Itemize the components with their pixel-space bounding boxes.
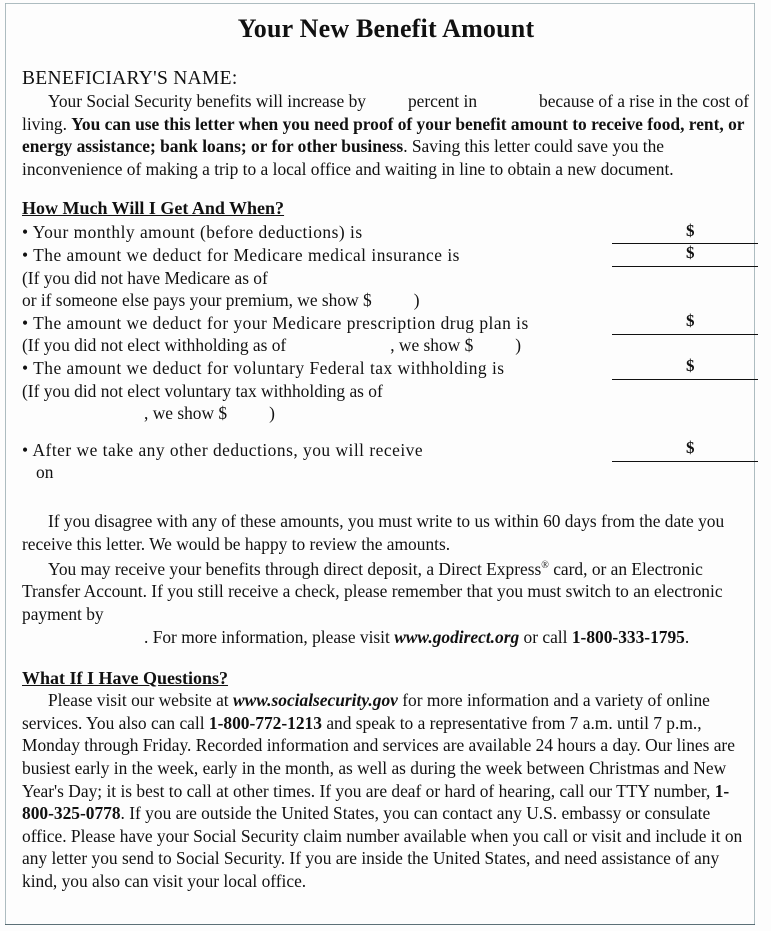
godirect-website-link[interactable]: www.godirect.org	[394, 626, 520, 647]
amount-row-drug-plan	[22, 312, 750, 335]
document-content	[22, 0, 750, 931]
intro-text-2: percent in	[407, 91, 478, 111]
amount-row-monthly	[22, 221, 750, 244]
amount-row-after-deductions-label: • After we take any other deductions, you will receive	[22, 439, 424, 460]
scan-border-left	[5, 3, 6, 925]
note-medicare-text-a: (If you did not have Medicare as of	[22, 267, 268, 288]
amounts-block	[22, 221, 750, 484]
disagree-paragraph	[22, 510, 750, 555]
note-voluntary-text-a: (If you did not elect voluntary tax withholding as of	[22, 380, 383, 401]
amount-row-monthly-label: • Your monthly amount (before deductions) is	[22, 222, 363, 243]
amount-row-medicare-medical	[22, 244, 750, 267]
currency-symbol: $	[686, 243, 695, 263]
questions-text-1: Please visit our website at	[48, 690, 229, 711]
note-withholding-text-a: (If you did not elect withholding as of	[22, 335, 287, 356]
note-withholding-line1	[22, 334, 750, 357]
after-deductions-date-line	[22, 461, 750, 484]
questions-text-4: . If you are outside the United States, you can contact any U.S. embassy or consulate office. Please have your Social Security claim number available when you call or visit and include it on any letter you send to Social Security. If you are inside the United States, and need assistance of any kind, you also can visit your local office.	[22, 803, 743, 892]
payment-text-4: or call	[523, 626, 568, 647]
tty-phone-number[interactable]: 1-800-325-0778	[22, 780, 730, 824]
note-voluntary-text-c: )	[269, 403, 275, 424]
currency-symbol: $	[686, 438, 695, 458]
questions-text-2: for more information and a variety of online services. You also can call	[22, 690, 710, 733]
amount-row-federal-tax	[22, 357, 750, 380]
note-medicare-text-c: )	[413, 290, 420, 311]
page-title: Your New Benefit Amount	[237, 14, 535, 43]
currency-symbol: $	[686, 311, 695, 331]
section-heading-questions: What If I Have Questions?	[22, 668, 229, 689]
note-voluntary-line1	[22, 380, 750, 403]
socialsecurity-website-link[interactable]: www.socialsecurity.gov	[233, 690, 398, 711]
payment-text-5: .	[684, 626, 690, 647]
currency-symbol: $	[686, 356, 695, 376]
amount-field-drug-plan[interactable]	[612, 312, 758, 335]
amount-field-monthly[interactable]	[612, 221, 758, 244]
note-withholding-text-c: )	[515, 335, 522, 356]
section-heading-how-much: How Much Will I Get And When?	[22, 198, 285, 219]
payment-text-2: card, or an Electronic Transfer Account. If you still receive a check, please remember that you must switch to an electronic payment by	[22, 558, 723, 625]
amount-field-federal-tax[interactable]	[612, 357, 758, 380]
beneficiary-name-label: BENEFICIARY'S NAME:	[22, 68, 238, 89]
amount-row-federal-tax-label: • The amount we deduct for voluntary Federal tax withholding is	[22, 357, 505, 378]
ssa-phone-number[interactable]: 1-800-772-1213	[208, 712, 322, 733]
currency-symbol: $	[686, 220, 695, 240]
intro-text-3: because of a rise in the cost of living.	[22, 91, 750, 134]
note-medicare-line1	[22, 267, 750, 290]
payment-paragraph	[22, 555, 750, 648]
intro-paragraph	[22, 90, 750, 180]
amount-row-drug-plan-label: • The amount we deduct for your Medicare prescription drug plan is	[22, 312, 529, 333]
amount-field-medicare-medical[interactable]	[612, 244, 758, 267]
amount-row-medicare-medical-label: • The amount we deduct for Medicare medical insurance is	[22, 244, 460, 265]
note-medicare-line2	[22, 289, 750, 312]
intro-text-4: . Saving this letter could save you the inconvenience of making a trip to a local office and waiting in line to obtain a new document.	[22, 136, 674, 179]
scan-border-right	[754, 3, 755, 925]
note-voluntary-text-b: , we show $	[144, 403, 228, 424]
disagree-text: If you disagree with any of these amounts, you must write to us within 60 days from the date you receive this letter. We would be happy to review the amounts.	[22, 510, 725, 554]
note-voluntary-line2	[22, 402, 750, 425]
godirect-phone-number[interactable]: 1-800-333-1795	[571, 626, 685, 647]
payment-text-1: You may receive your benefits through direct deposit, a Direct Express	[48, 558, 542, 579]
payment-text-3: . For more information, please visit	[144, 626, 390, 647]
questions-paragraph	[22, 689, 750, 892]
questions-text-3: and speak to a representative from 7 a.m. until 7 p.m., Monday through Friday. Recorded information and services are available 24 hours a day. Our lines are busiest early in the week, early in the month, as well as during the week between Christmas and New Year's Day; it is best to call at other times. If you are deaf or hard of hearing, call our TTY number,	[22, 712, 735, 801]
intro-bold-text: You can use this letter when you need proof of your benefit amount to receive food, rent, or energy assistance; bank loans; or for other business	[22, 113, 745, 157]
amount-row-after-deductions	[22, 439, 750, 462]
note-withholding-text-b: , we show $	[390, 335, 474, 356]
after-deductions-on-label: on	[36, 462, 54, 483]
registered-trademark-icon: ®	[541, 560, 549, 572]
intro-text-1: Your Social Security benefits will increase by	[48, 91, 366, 111]
amount-field-after-deductions[interactable]	[612, 439, 758, 462]
note-medicare-text-b: or if someone else pays your premium, we show $	[22, 290, 372, 311]
